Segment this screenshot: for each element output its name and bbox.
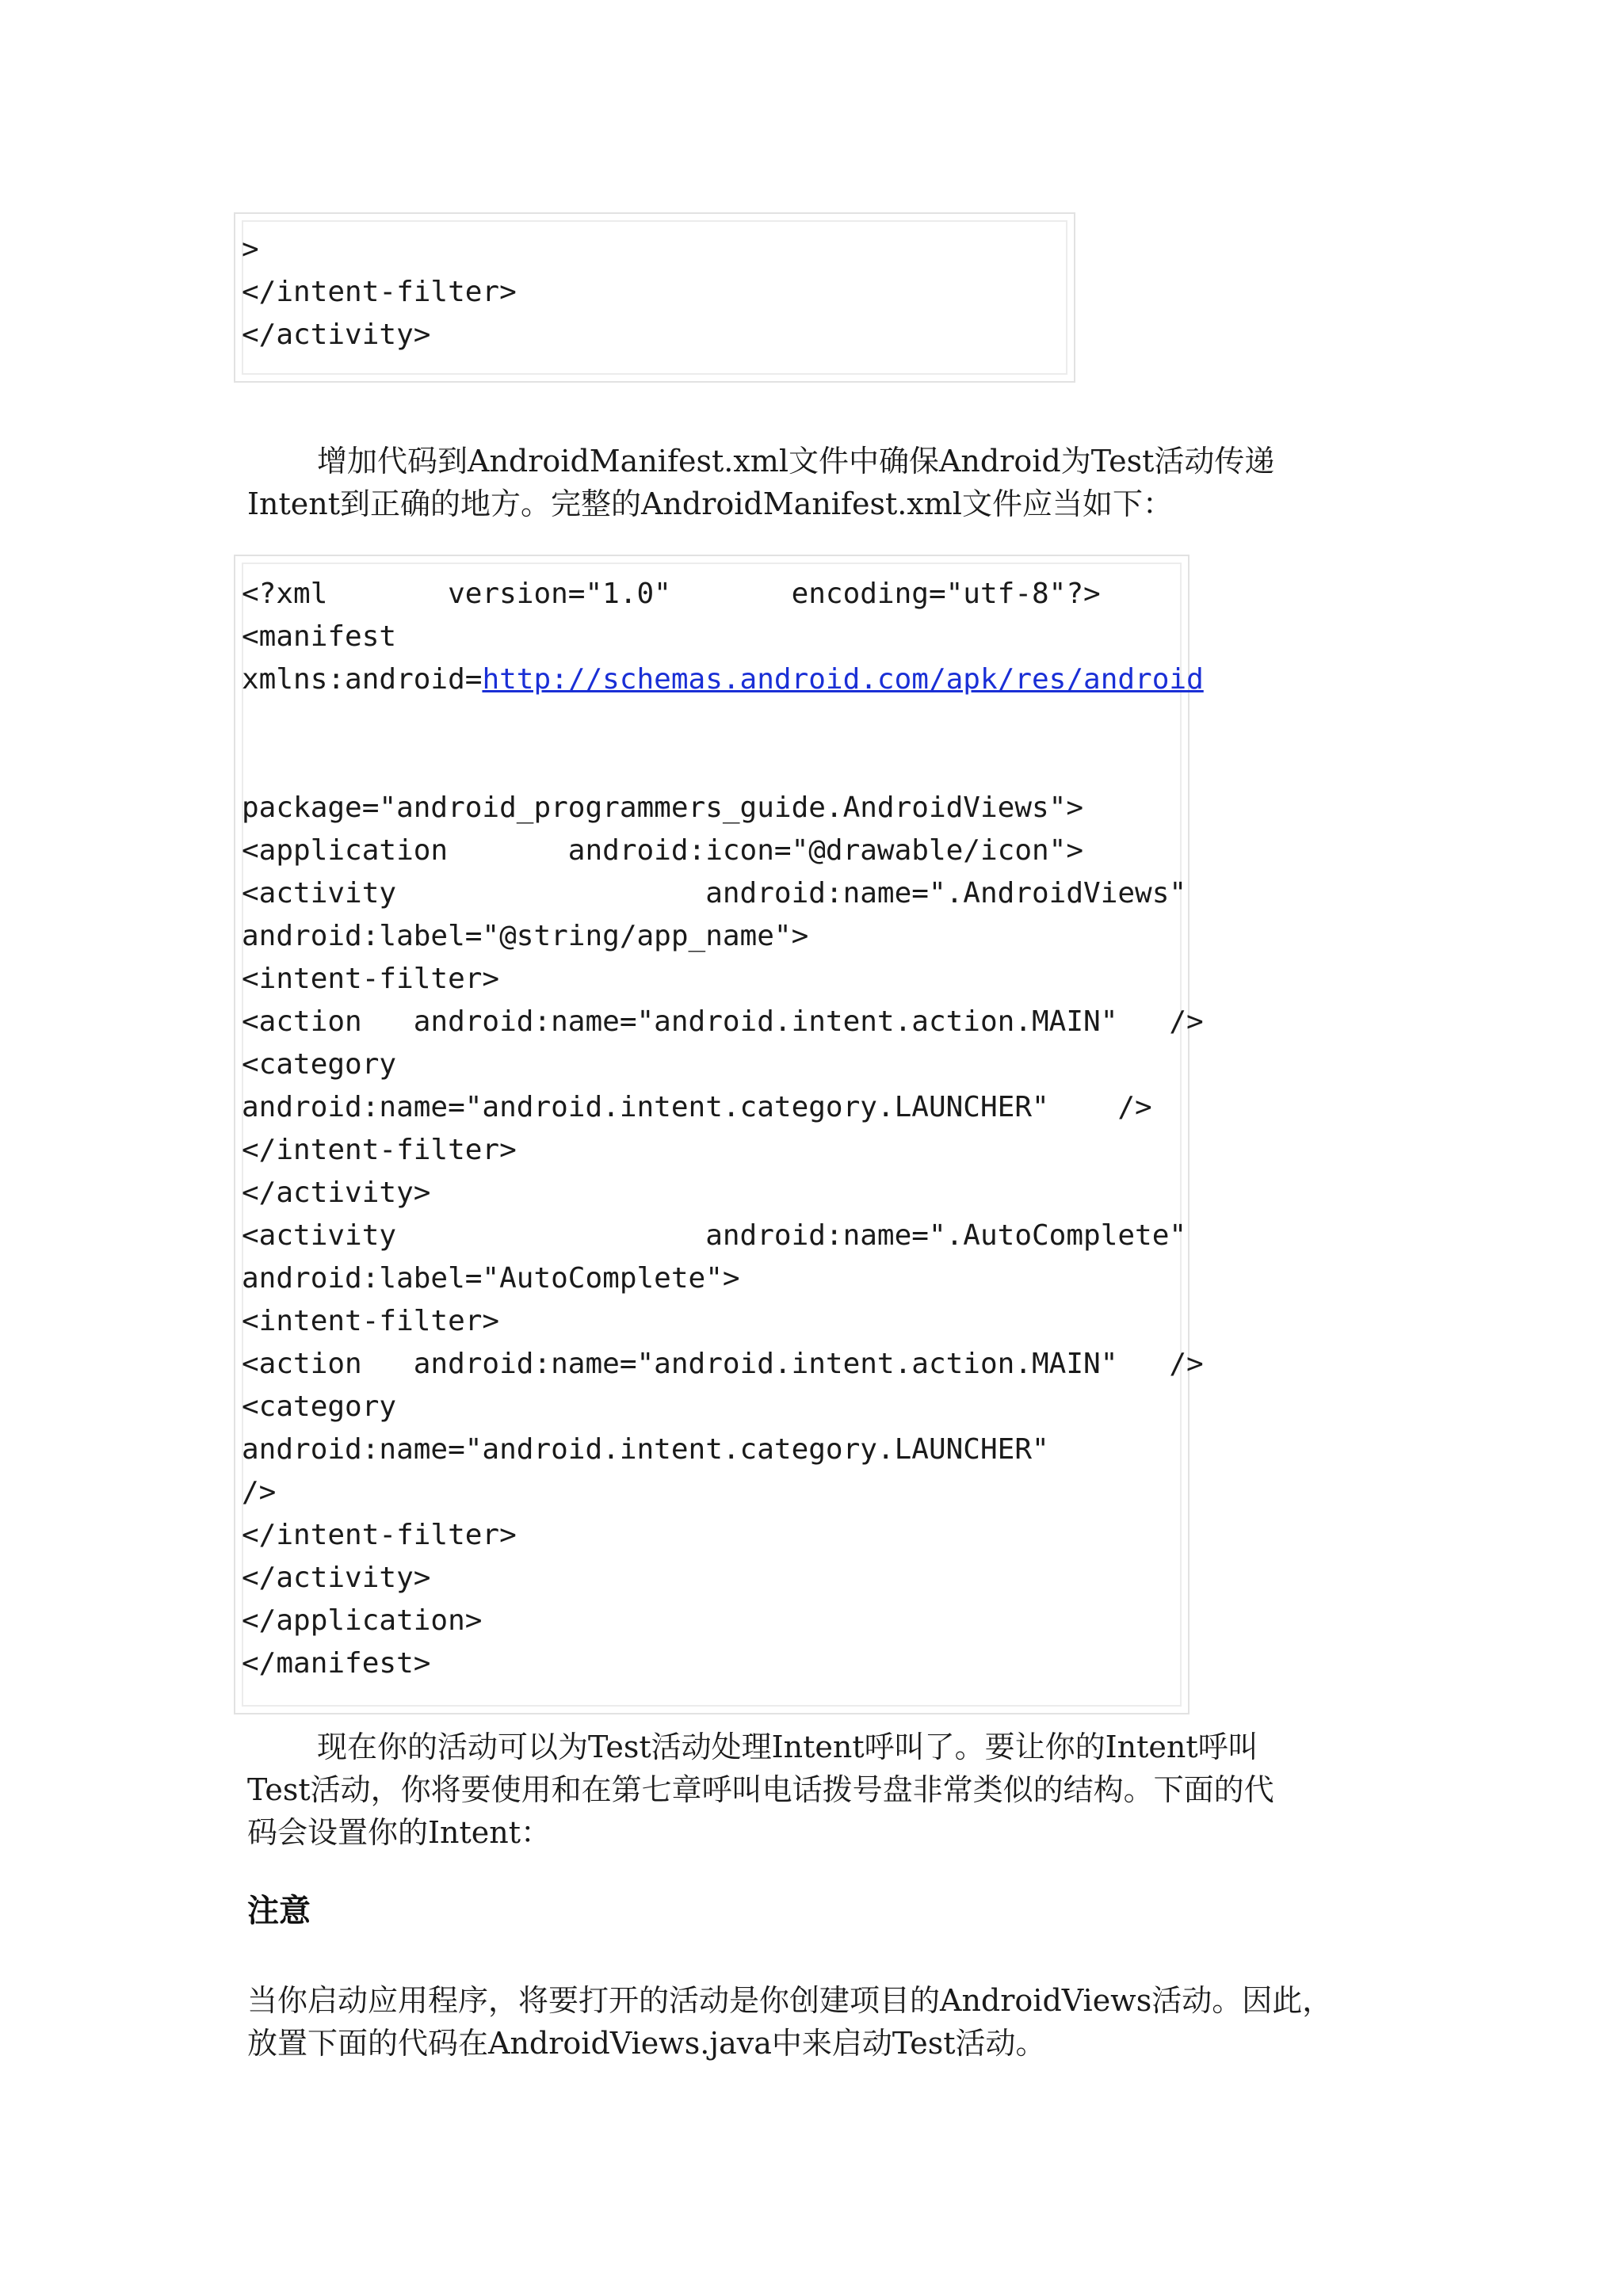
code-line: android:name="android.intent.category.LAUNCHER" [242,1433,1049,1466]
code-line: </activity> [242,318,431,351]
code-line: </activity> [242,1562,431,1594]
code-line: > [242,233,259,265]
code-line: android:label="@string/app_name"> [242,920,809,952]
paragraph-line: 现在你的活动可以为Test活动处理Intent呼叫了。要让你的Intent呼叫 [317,1730,1258,1764]
code-line: package="android_programmers_guide.AndroidViews"> [242,791,1084,824]
code-line: <application android:icon="@drawable/icon"> [242,834,1084,867]
note-heading: 注意 [247,1892,311,1929]
code-line: /> [242,1476,277,1508]
code-line: <action android:name="android.intent.action.MAIN" /> [242,1005,1204,1038]
code-line: </intent-filter> [242,1519,517,1551]
code-line: </manifest> [242,1647,431,1680]
code-line: android:name="android.intent.category.LAUNCHER" /> [242,1091,1152,1123]
code-line: android:label="AutoComplete"> [242,1262,740,1295]
code-line: <activity android:name=".AndroidViews" [242,877,1187,910]
code-line: <action android:name="android.intent.action.MAIN" /> [242,1348,1204,1380]
paragraph-line: 增加代码到AndroidManifest.xml文件中确保Android为Test活动传递 [317,444,1275,479]
code-line: <manifest [242,620,397,653]
code-line: </intent-filter> [242,1134,517,1166]
code-line: <category [242,1048,397,1081]
code-line: </intent-filter> [242,276,517,308]
paragraph-line: Test活动，你将要使用和在第七章呼叫电话拨号盘非常类似的结构。下面的代 [247,1772,1274,1807]
xmlns-prefix: xmlns:android= [242,663,483,696]
note-line: 当你启动应用程序，将要打开的活动是你创建项目的AndroidViews活动。因此， [247,1983,1333,2018]
code-line: <activity android:name=".AutoComplete" [242,1219,1187,1252]
code-line [242,658,1204,701]
paragraph-line: Intent到正确的地方。完整的AndroidManifest.xml文件应当如下： [247,486,1173,521]
code-line: <?xml version="1.0" encoding="utf-8"?> [242,578,1101,610]
code-line: <category [242,1390,397,1423]
code-line: </application> [242,1604,483,1637]
note-line: 放置下面的代码在AndroidViews.java中来启动Test活动。 [247,2026,1046,2061]
schema-link[interactable]: http://schemas.android.com/apk/res/android [482,663,1204,696]
paragraph-line: 码会设置你的Intent： [247,1815,551,1850]
code-line: <intent-filter> [242,963,500,995]
code-line: </activity> [242,1177,431,1209]
code-line: <intent-filter> [242,1305,500,1337]
